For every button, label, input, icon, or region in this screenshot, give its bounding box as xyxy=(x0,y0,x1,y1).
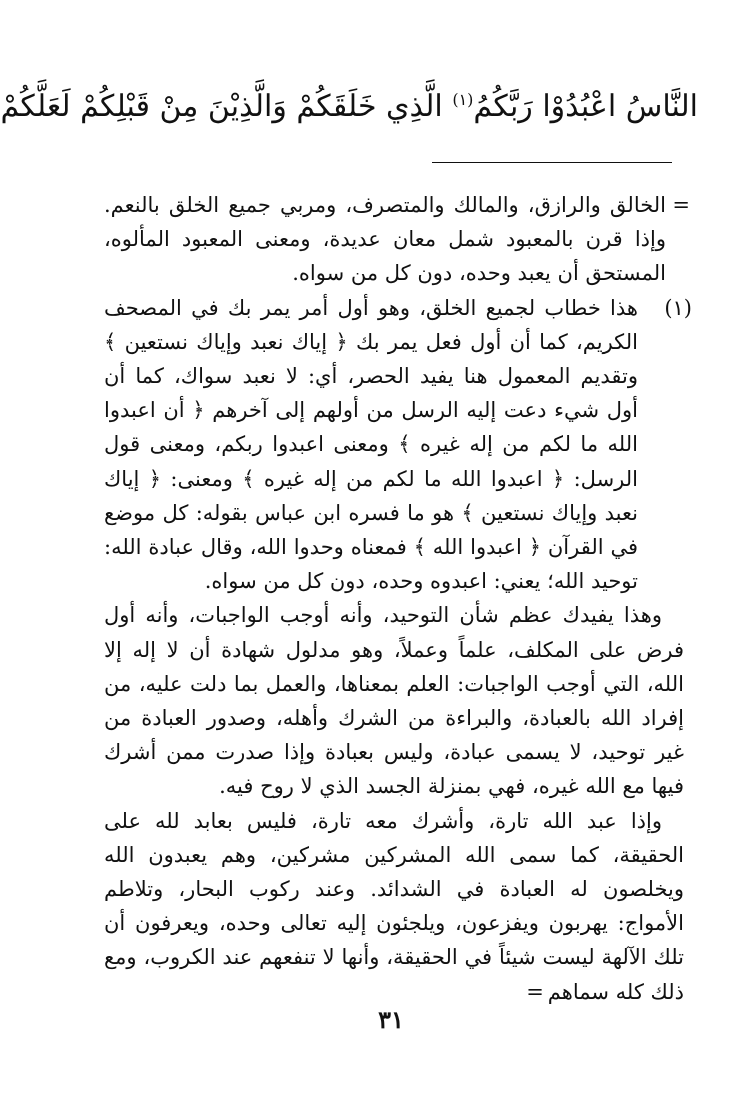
footnote-reference[interactable]: (١) xyxy=(452,90,474,109)
paragraph-tawhid: وهذا يفيدك عظم شأن التوحيد، وأنه أوجب الواجبات، وأنه أول فرض على المكلف، علماً وعملاً، وهو مدلول شهادة أن لا إله إلا الله، التي أوجب الواجبات: العلم بمعناها، والعمل بما دلت عليه، من إفراد الله بالعبادة، والبراءة من الشرك وأهله، وصدور العبادة من غير توحيد، لا يسمى عبادة، وليس بعبادة وإذا صدرت ممن أشرك فيها مع الله غيره، فهي بمنزلة الجسد الذي لا روح فيه. xyxy=(104,603,684,799)
continued-mark: = xyxy=(526,979,544,1004)
footnote-1 xyxy=(104,291,692,599)
verse-text-end: الَّذِي خَلَقَكُمْ وَالَّذِيْنَ مِنْ قَبْلِكُمْ لَعَلَّكُمْ xyxy=(0,89,453,124)
verse-text-start: النَّاسُ اعْبُدُوْا رَبَّكُمُ xyxy=(473,89,698,124)
paragraph-shirk xyxy=(104,804,684,1009)
continued-footnote xyxy=(104,188,690,291)
footnote-text: هذا خطاب لجميع الخلق، وهو أول أمر يمر بك في المصحف الكريم، كما أن أول فعل يمر بك ﴿ إياك نعبد وإياك نستعين ﴾ وتقديم المعمول هنا يفيد الحصر، أي: لا نعبد سواك، كما أن أول شيء دعت إليه الرسل من أولهم إلى آخرهم ﴿ أن اعبدوا الله ما لكم من إله غيره ﴾ ومعنى اعبدوا ربكم، ومعنى قول الرسل: ﴿ اعبدوا الله ما لكم من إله غيره ﴾ ومعنى: ﴿ إياك نعبد وإياك نستعين ﴾ هو ما فسره ابن عباس بقوله: كل موضع في القرآن ﴿ اعبدوا الله ﴾ فمعناه وحدوا الله، وقال عبادة الله: توحيد الله؛ يعني: اعبدوه وحده، دون كل من سواه. xyxy=(104,295,638,594)
footnote-separator xyxy=(432,162,672,163)
quran-verse-line xyxy=(0,70,698,137)
footnotes-section xyxy=(104,188,692,1009)
continued-footnote-text: الخالق والرازق، والمالك والمتصرف، ومربي جميع الخلق بالنعم. وإذا قرن بالمعبود شمل معان عديدة، ومعنى المعبود المألوه، المستحق أن يعبد وحده، دون كل من سواه. xyxy=(104,193,666,286)
paragraph-shirk-text: وإذا عبد الله تارة، وأشرك معه تارة، فليس بعابد لله على الحقيقة، كما سمى الله المشركين مشركين، وهم يعبدون الله ويخلصون له العبادة في الشدائد. وعند ركوب البحار، وتلاطم الأمواج: يهربون ويفزعون، ويلجئون إليه تعالى وحده، ويعرفون أن تلك الآلهة ليست شيئاً في الحقيقة، وأنها لا تنفعهم عند الكروب، ومع ذلك كله سماهم xyxy=(104,808,684,1004)
continuation-mark: = xyxy=(672,193,690,217)
page-number: ٣١ xyxy=(378,1005,404,1034)
footnote-number: (١) xyxy=(664,295,692,320)
